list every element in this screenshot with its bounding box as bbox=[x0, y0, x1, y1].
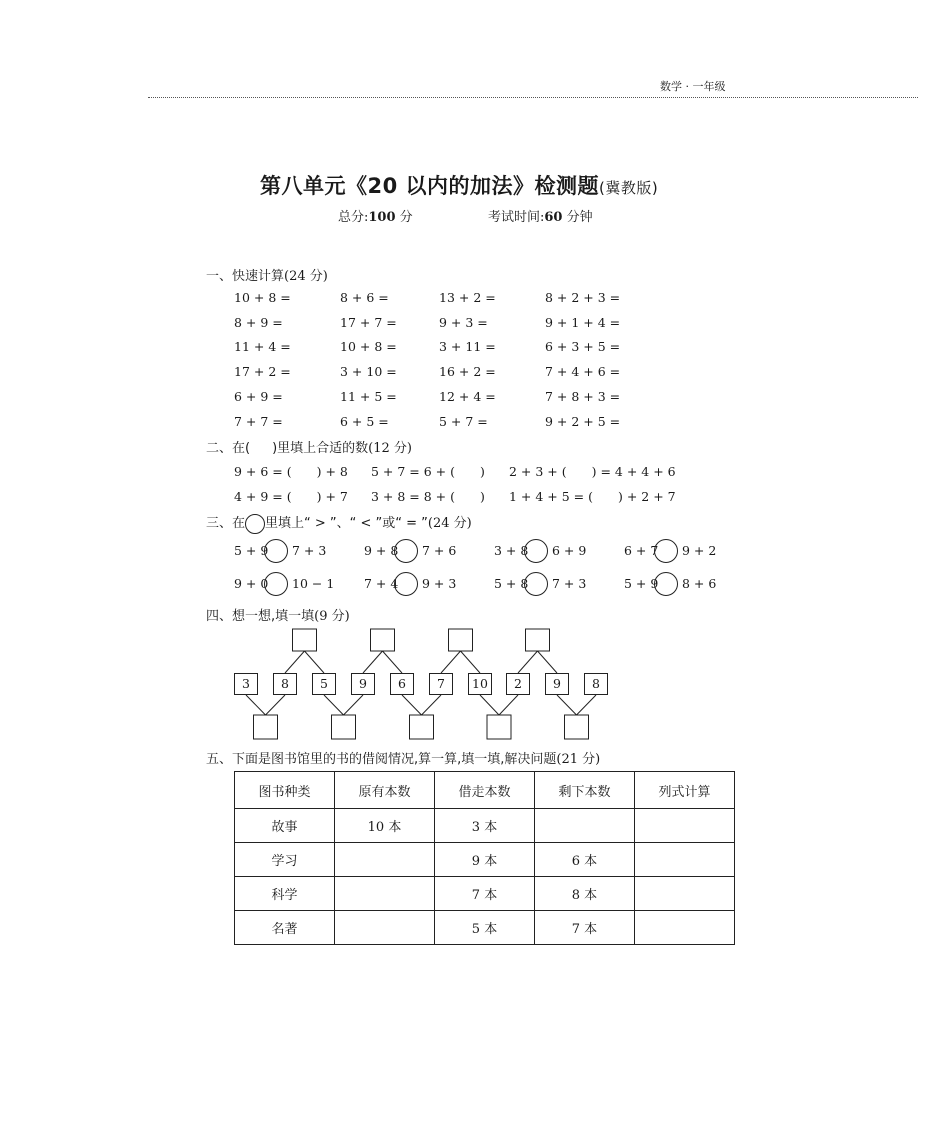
equation: 16 + 2 = bbox=[439, 364, 496, 380]
tree-connector-line bbox=[557, 695, 577, 715]
comparison-left: 9 + 8 bbox=[364, 543, 399, 558]
table-cell: 10 本 bbox=[334, 809, 434, 843]
equation: 7 + 7 = bbox=[234, 413, 283, 429]
tree-connector-line bbox=[518, 651, 538, 673]
answer-box-bottom[interactable] bbox=[332, 715, 356, 739]
section-3-points: (24 分) bbox=[427, 516, 472, 531]
total-unit: 分 bbox=[399, 210, 413, 225]
table-cell: 5 本 bbox=[435, 911, 535, 945]
comparison-left: 3 + 8 bbox=[494, 543, 529, 558]
equation: 9 + 3 = bbox=[439, 314, 488, 330]
table-cell[interactable] bbox=[634, 809, 734, 843]
equation: 7 + 8 + 3 = bbox=[545, 388, 621, 404]
table-cell[interactable] bbox=[634, 843, 734, 877]
equation: 5 + 7 = bbox=[439, 413, 488, 429]
equation: 12 + 4 = bbox=[439, 388, 496, 404]
equation: 6 + 3 + 5 = bbox=[545, 339, 621, 355]
table-header-cell: 图书种类 bbox=[235, 772, 335, 809]
time-value: 60 bbox=[544, 210, 563, 225]
comparison-right: 9 + 2 bbox=[682, 543, 717, 558]
comparison-right: 6 + 9 bbox=[552, 543, 587, 558]
equation: 10 + 8 = bbox=[340, 339, 397, 355]
table-header-cell: 原有本数 bbox=[334, 772, 434, 809]
table-cell: 8 本 bbox=[535, 877, 635, 911]
answer-box-top[interactable] bbox=[371, 629, 395, 651]
section-5-label: 五、下面是图书馆里的书的借阅情况,算一算,填一填,解决问题 bbox=[206, 752, 557, 767]
section-2-label-b: )里填上合适的数 bbox=[272, 441, 369, 456]
equation: 17 + 2 = bbox=[234, 364, 291, 380]
fill-blank-equation[interactable]: 3 + 8 = 8 + ( ) bbox=[371, 489, 485, 504]
section-5-points: (21 分) bbox=[556, 752, 601, 767]
answer-box-bottom[interactable] bbox=[410, 715, 434, 739]
tree-connector-line bbox=[538, 651, 558, 673]
comparison-left: 5 + 9 bbox=[234, 543, 269, 558]
equation: 6 + 5 = bbox=[340, 413, 389, 429]
number-box: 9 bbox=[545, 673, 569, 695]
equation: 10 + 8 = bbox=[234, 290, 291, 305]
number-box: 5 bbox=[312, 673, 336, 695]
table-cell: 6 本 bbox=[535, 843, 635, 877]
tree-connector-line bbox=[383, 651, 403, 673]
answer-box-bottom[interactable] bbox=[487, 715, 511, 739]
section-3-label-a: 三、在 bbox=[206, 516, 246, 531]
comparison-left: 6 + 7 bbox=[624, 543, 659, 558]
comparison-left: 5 + 9 bbox=[624, 576, 659, 591]
time-unit: 分钟 bbox=[566, 210, 593, 225]
tree-connector-line bbox=[577, 695, 597, 715]
tree-connector-line bbox=[363, 651, 383, 673]
table-cell: 9 本 bbox=[435, 843, 535, 877]
table-cell: 3 本 bbox=[435, 809, 535, 843]
tree-connector-line bbox=[324, 695, 344, 715]
table-row bbox=[235, 877, 735, 911]
fill-blank-equation[interactable]: 4 + 9 = ( ) + 7 bbox=[234, 489, 348, 504]
tree-connector-line bbox=[480, 695, 499, 715]
equation: 17 + 7 = bbox=[340, 314, 397, 330]
table-cell[interactable] bbox=[535, 809, 635, 843]
table-cell[interactable] bbox=[334, 843, 434, 877]
section-2-label-a: 二、在( bbox=[206, 441, 251, 456]
equation: 3 + 11 = bbox=[439, 339, 496, 355]
equation: 11 + 4 = bbox=[234, 339, 291, 355]
comparison-left: 9 + 0 bbox=[234, 576, 269, 591]
section-5-heading bbox=[206, 748, 600, 767]
time-label: 考试时间: bbox=[488, 210, 545, 225]
section-1-label: 一、快速计算 bbox=[206, 269, 285, 284]
table-cell: 学习 bbox=[235, 843, 335, 877]
library-table bbox=[234, 771, 735, 945]
comparison-right: 8 + 6 bbox=[682, 576, 717, 591]
total-label: 总分: bbox=[338, 210, 369, 225]
section-3-label-b: 里填上“ > ”、“ < ”或“ = ” bbox=[265, 516, 428, 531]
equation: 11 + 5 = bbox=[340, 388, 397, 404]
equation: 9 + 1 + 4 = bbox=[545, 314, 621, 330]
fill-blank-equation[interactable]: 1 + 4 + 5 = ( ) + 2 + 7 bbox=[509, 489, 676, 504]
tree-connector-line bbox=[344, 695, 364, 715]
header-subject-grade: 数学 · 一年级 bbox=[660, 80, 726, 93]
tree-connector-line bbox=[422, 695, 442, 715]
equation: 3 + 10 = bbox=[340, 364, 397, 380]
equation: 8 + 6 = bbox=[340, 290, 389, 305]
comparison-right: 7 + 3 bbox=[552, 576, 587, 591]
table-header-row bbox=[235, 772, 735, 809]
comparison-right: 10 − 1 bbox=[292, 576, 335, 591]
table-cell[interactable] bbox=[634, 877, 734, 911]
fill-blank-equation[interactable]: 2 + 3 + ( ) = 4 + 4 + 6 bbox=[509, 464, 676, 479]
number-box: 9 bbox=[351, 673, 375, 695]
tree-connector-line bbox=[305, 651, 325, 673]
answer-box-top[interactable] bbox=[526, 629, 550, 651]
answer-box-top[interactable] bbox=[449, 629, 473, 651]
table-cell: 科学 bbox=[235, 877, 335, 911]
table-row bbox=[235, 809, 735, 843]
number-box: 10 bbox=[468, 673, 492, 695]
section-1-points: (24 分) bbox=[284, 269, 328, 284]
section-4-points: (9 分) bbox=[314, 609, 350, 624]
table-cell[interactable] bbox=[334, 877, 434, 911]
tree-connector-line bbox=[461, 651, 481, 673]
total-value: 100 bbox=[368, 210, 396, 225]
tree-connector-line bbox=[441, 651, 461, 673]
tree-connector-line bbox=[246, 695, 266, 715]
equation: 7 + 4 + 6 = bbox=[545, 364, 621, 380]
equation: 6 + 9 = bbox=[234, 388, 283, 404]
table-cell: 名著 bbox=[235, 911, 335, 945]
comparison-left: 7 + 4 bbox=[364, 576, 399, 591]
tree-connector-line bbox=[402, 695, 422, 715]
table-cell: 7 本 bbox=[535, 911, 635, 945]
table-cell: 故事 bbox=[235, 809, 335, 843]
section-4-label: 四、想一想,填一填 bbox=[206, 609, 315, 624]
comparison-right: 7 + 3 bbox=[292, 543, 327, 558]
number-box: 2 bbox=[506, 673, 530, 695]
tree-connector-line bbox=[266, 695, 286, 715]
section-2-points: (12 分) bbox=[368, 441, 412, 456]
equation: 8 + 2 + 3 = bbox=[545, 290, 621, 305]
table-header-cell: 列式计算 bbox=[634, 772, 734, 809]
table-cell[interactable] bbox=[634, 911, 734, 945]
number-box: 6 bbox=[390, 673, 414, 695]
table-row bbox=[235, 843, 735, 877]
fill-blank-equation[interactable]: 9 + 6 = ( ) + 8 bbox=[234, 464, 348, 479]
comparison-right: 7 + 6 bbox=[422, 543, 457, 558]
table-cell[interactable] bbox=[334, 911, 434, 945]
equation: 9 + 2 + 5 = bbox=[545, 413, 621, 429]
comparison-left: 5 + 8 bbox=[494, 576, 529, 591]
table-header-cell: 剩下本数 bbox=[535, 772, 635, 809]
table-row bbox=[235, 911, 735, 945]
title-main: 第八单元《20 以内的加法》检测题 bbox=[260, 174, 600, 198]
table-header-cell: 借走本数 bbox=[435, 772, 535, 809]
tree-connector-line bbox=[499, 695, 518, 715]
number-box: 7 bbox=[429, 673, 453, 695]
equation: 13 + 2 = bbox=[439, 290, 496, 305]
title-edition: (冀教版) bbox=[599, 179, 659, 197]
answer-box-bottom[interactable] bbox=[565, 715, 589, 739]
answer-box-bottom[interactable] bbox=[254, 715, 278, 739]
equation: 8 + 9 = bbox=[234, 314, 283, 330]
number-box: 8 bbox=[273, 673, 297, 695]
table-cell: 7 本 bbox=[435, 877, 535, 911]
number-box: 3 bbox=[234, 673, 258, 695]
tree-connector-line bbox=[285, 651, 305, 673]
answer-box-top[interactable] bbox=[293, 629, 317, 651]
number-box: 8 bbox=[584, 673, 608, 695]
fill-blank-equation[interactable]: 5 + 7 = 6 + ( ) bbox=[371, 464, 485, 479]
comparison-right: 9 + 3 bbox=[422, 576, 457, 591]
